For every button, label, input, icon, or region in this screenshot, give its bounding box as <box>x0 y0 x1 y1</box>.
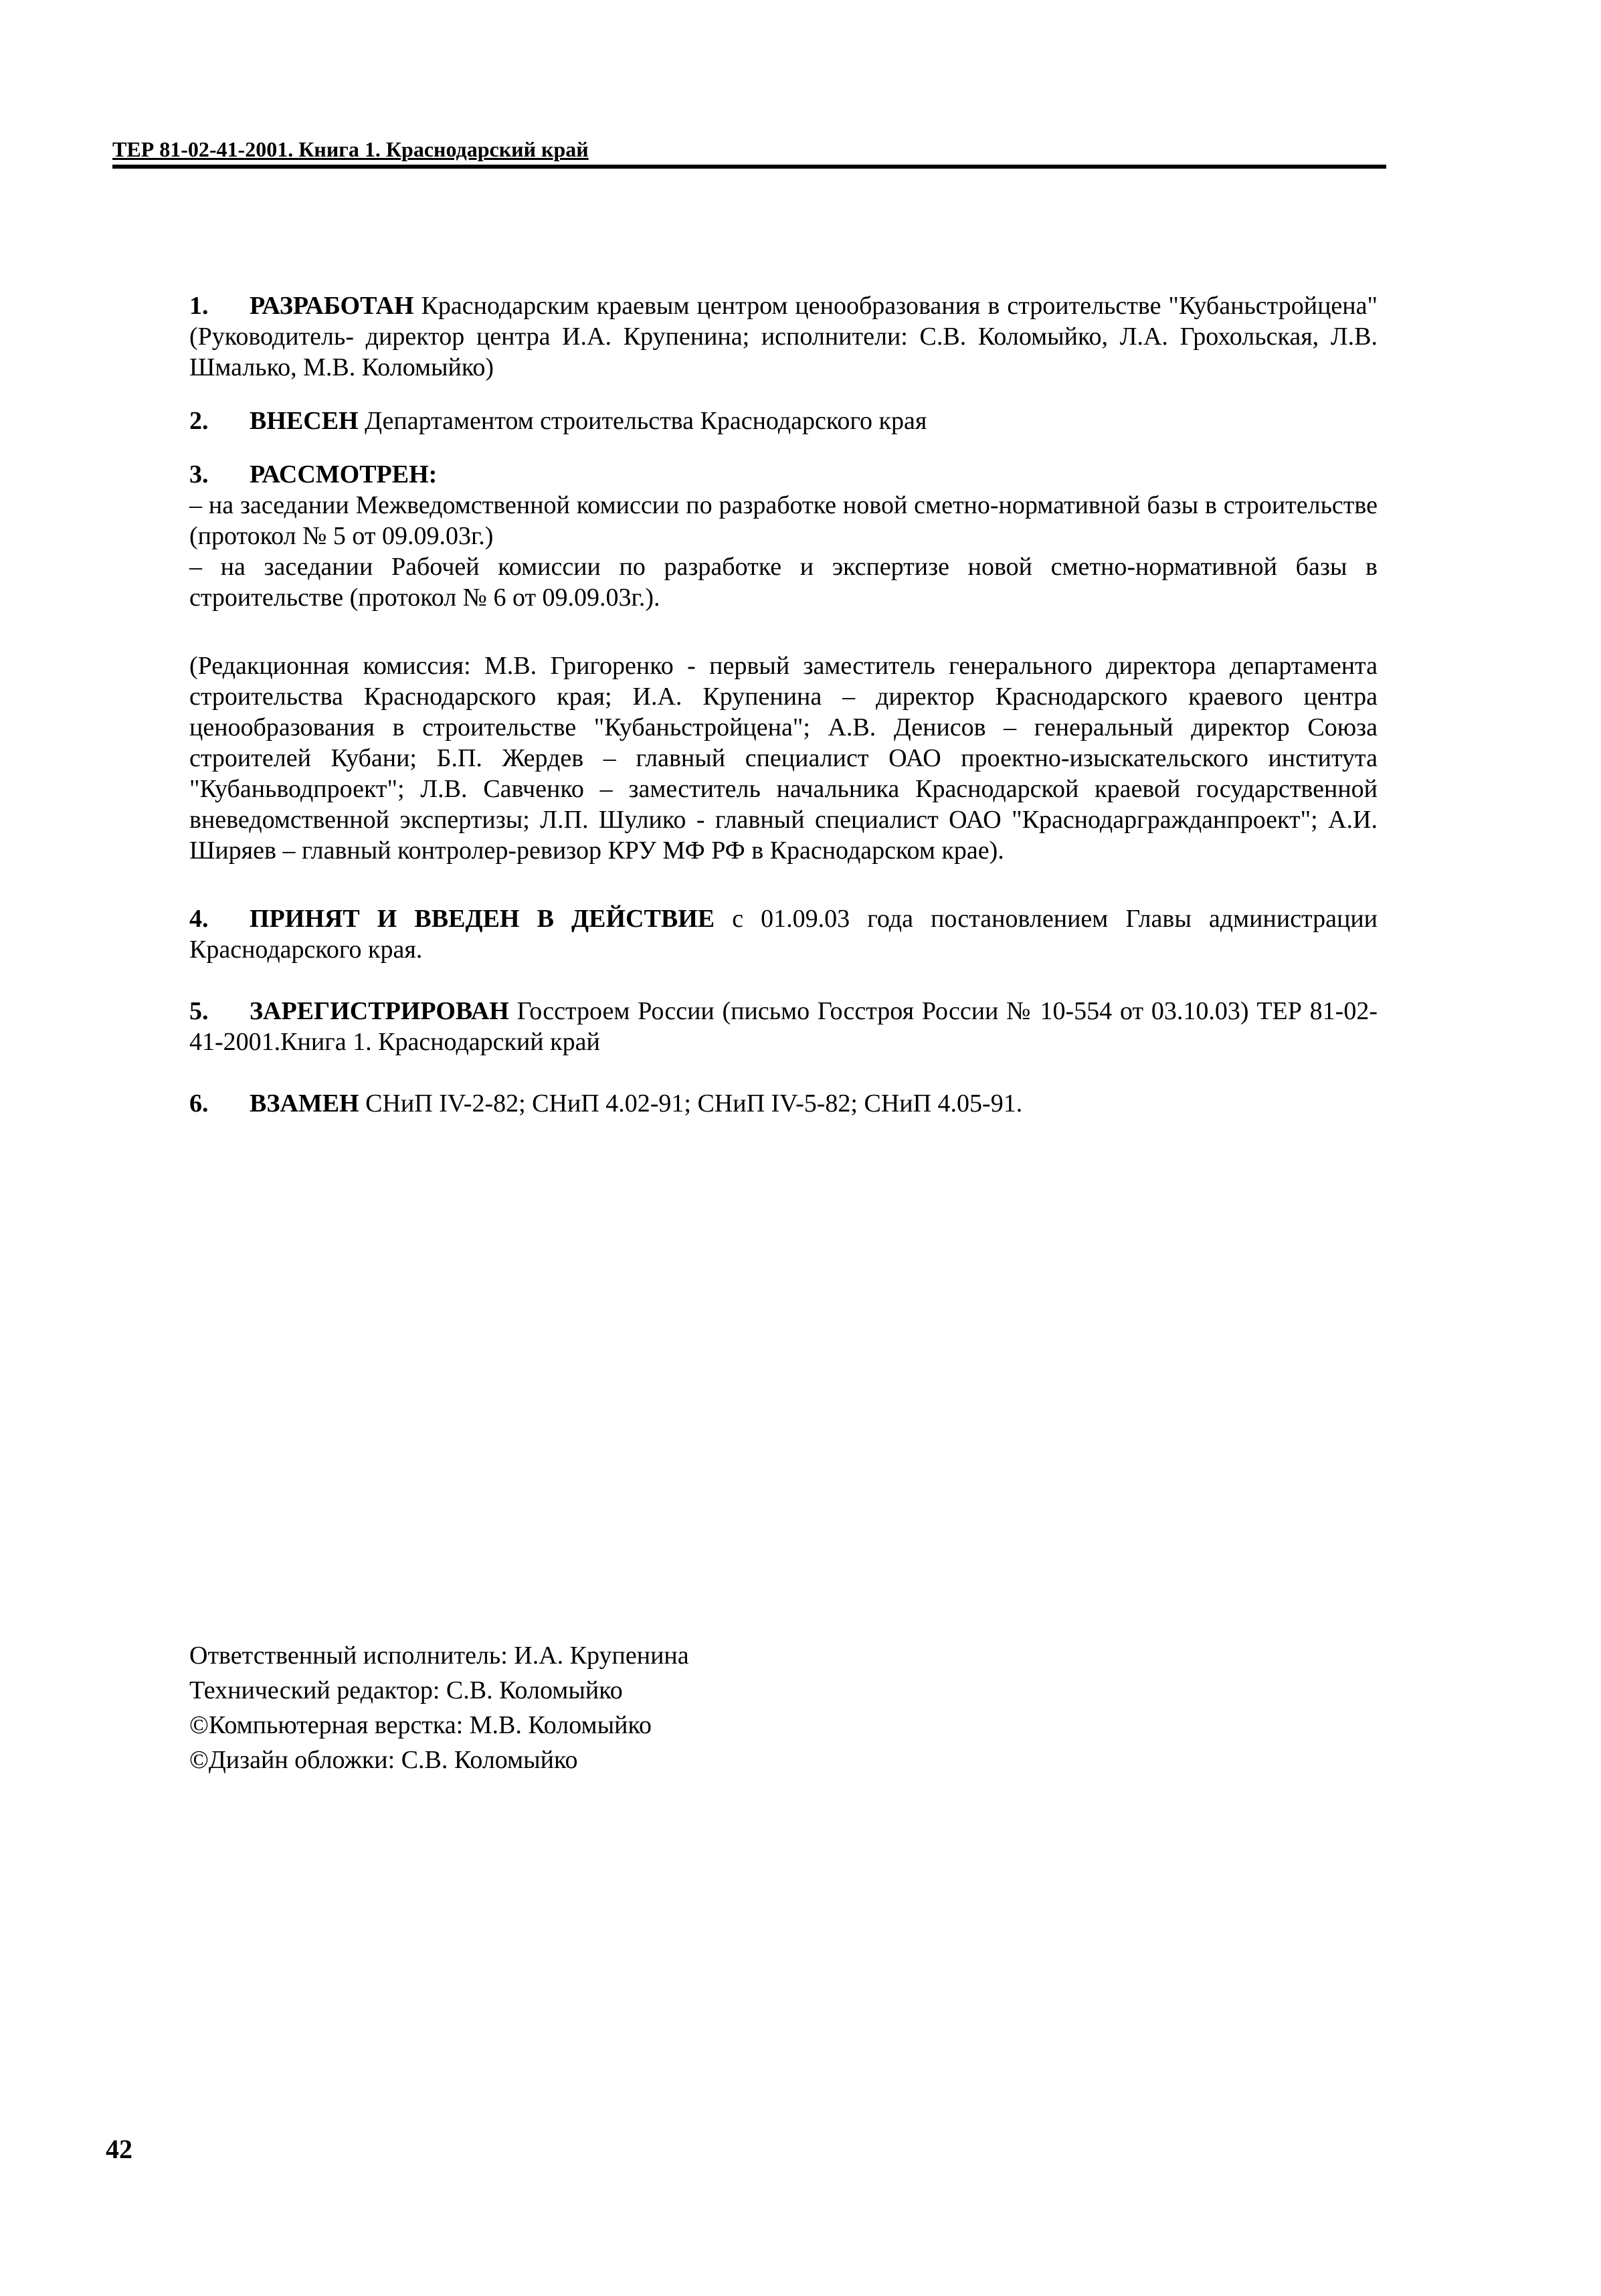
item-developed <box>189 290 1378 383</box>
credit-tech-editor: Технический редактор: С.В. Коломыйко <box>189 1676 623 1704</box>
credits-block <box>189 1638 689 1777</box>
item-keyword: ПРИНЯТ И ВВЕДЕН В ДЕЙСТВИЕ <box>250 905 715 933</box>
item-reviewed <box>189 459 1378 490</box>
item-replaces <box>189 1088 1378 1119</box>
running-header-text: ТЕР 81-02-41-2001. Книга 1. Краснодарский край <box>112 137 589 161</box>
editorial-committee: (Редакционная комиссия: М.В. Григоренко - первый заместитель генерального директора департамента строительства Краснодарского края; И.А. Крупенина – директор Краснодарского краевого центра ценообразования в строительстве "Кубаньстройцена"; А.В. Денисов – генеральный директор Союза строителей Кубани; Б.П. Жердев – главный специалист ОАО проектно-изыскательского института "Кубаньводпроект"; Л.В. Савченко – заместитель начальника Краснодарской краевой государственной вневедомственной экспертизы; Л.П. Шулико - главный специалист ОАО "Краснодаргражданпроект"; А.И. Ширяев – главный контролер-ревизор КРУ МФ РФ в Краснодарском крае). <box>189 652 1378 865</box>
item-text: СНиП IV-2-82; СНиП 4.02-91; СНиП IV-5-82; СНиП 4.05-91. <box>359 1089 1023 1118</box>
item-number: 1. <box>189 292 209 320</box>
item-number: 3. <box>189 460 209 489</box>
item-text: Краснодарским краевым центром ценообразования в строительстве "Кубаньстройцена" (Руководитель- директор центра И.А. Крупенина; исполнители: С.В. Коломыйко, Л.А. Грохольская, Л.В. Шмалько, М.В. Коломыйко) <box>189 292 1378 381</box>
document-body <box>189 290 1378 1119</box>
credit-responsible: Ответственный исполнитель: И.А. Крупенина <box>189 1642 689 1670</box>
item-number: 6. <box>189 1089 209 1118</box>
reviewed-bullet-1: – на заседании Межведомственной комиссии по разработке новой сметно-нормативной базы в строительстве (протокол № 5 от 09.09.03г.) <box>189 491 1378 550</box>
item-number: 5. <box>189 997 209 1025</box>
reviewed-bullet-2: – на заседании Рабочей комиссии по разработке и экспертизе новой сметно-нормативной базы в строительстве (протокол № 6 от 09.09.03г.). <box>189 553 1378 612</box>
item-text: с 01.09.03 года постановлением Главы администрации Краснодарского края. <box>189 905 1378 964</box>
item-submitted <box>189 406 1378 436</box>
item-number: 2. <box>189 407 209 435</box>
item-text: Госстроем России (письмо Госстроя России № 10-554 от 03.10.03) ТЕР 81-02-41-2001.Книга 1. Краснодарский край <box>189 997 1378 1056</box>
item-keyword: ВНЕСЕН <box>250 407 359 435</box>
item-number: 4. <box>189 905 209 933</box>
item-keyword: ВЗАМЕН <box>250 1089 359 1118</box>
credit-cover-design: ©Дизайн обложки: С.В. Коломыйко <box>189 1746 578 1774</box>
item-keyword: РАССМОТРЕН: <box>250 460 438 489</box>
credit-layout: ©Компьютерная верстка: М.В. Коломыйко <box>189 1711 652 1739</box>
item-keyword: РАЗРАБОТАН <box>250 292 414 320</box>
item-text: Департаментом строительства Краснодарского края <box>358 407 927 435</box>
page-number: 42 <box>106 2134 132 2164</box>
item-registered <box>189 996 1378 1057</box>
item-adopted <box>189 903 1378 965</box>
running-header <box>112 131 1386 169</box>
item-keyword: ЗАРЕГИСТРИРОВАН <box>250 997 509 1025</box>
